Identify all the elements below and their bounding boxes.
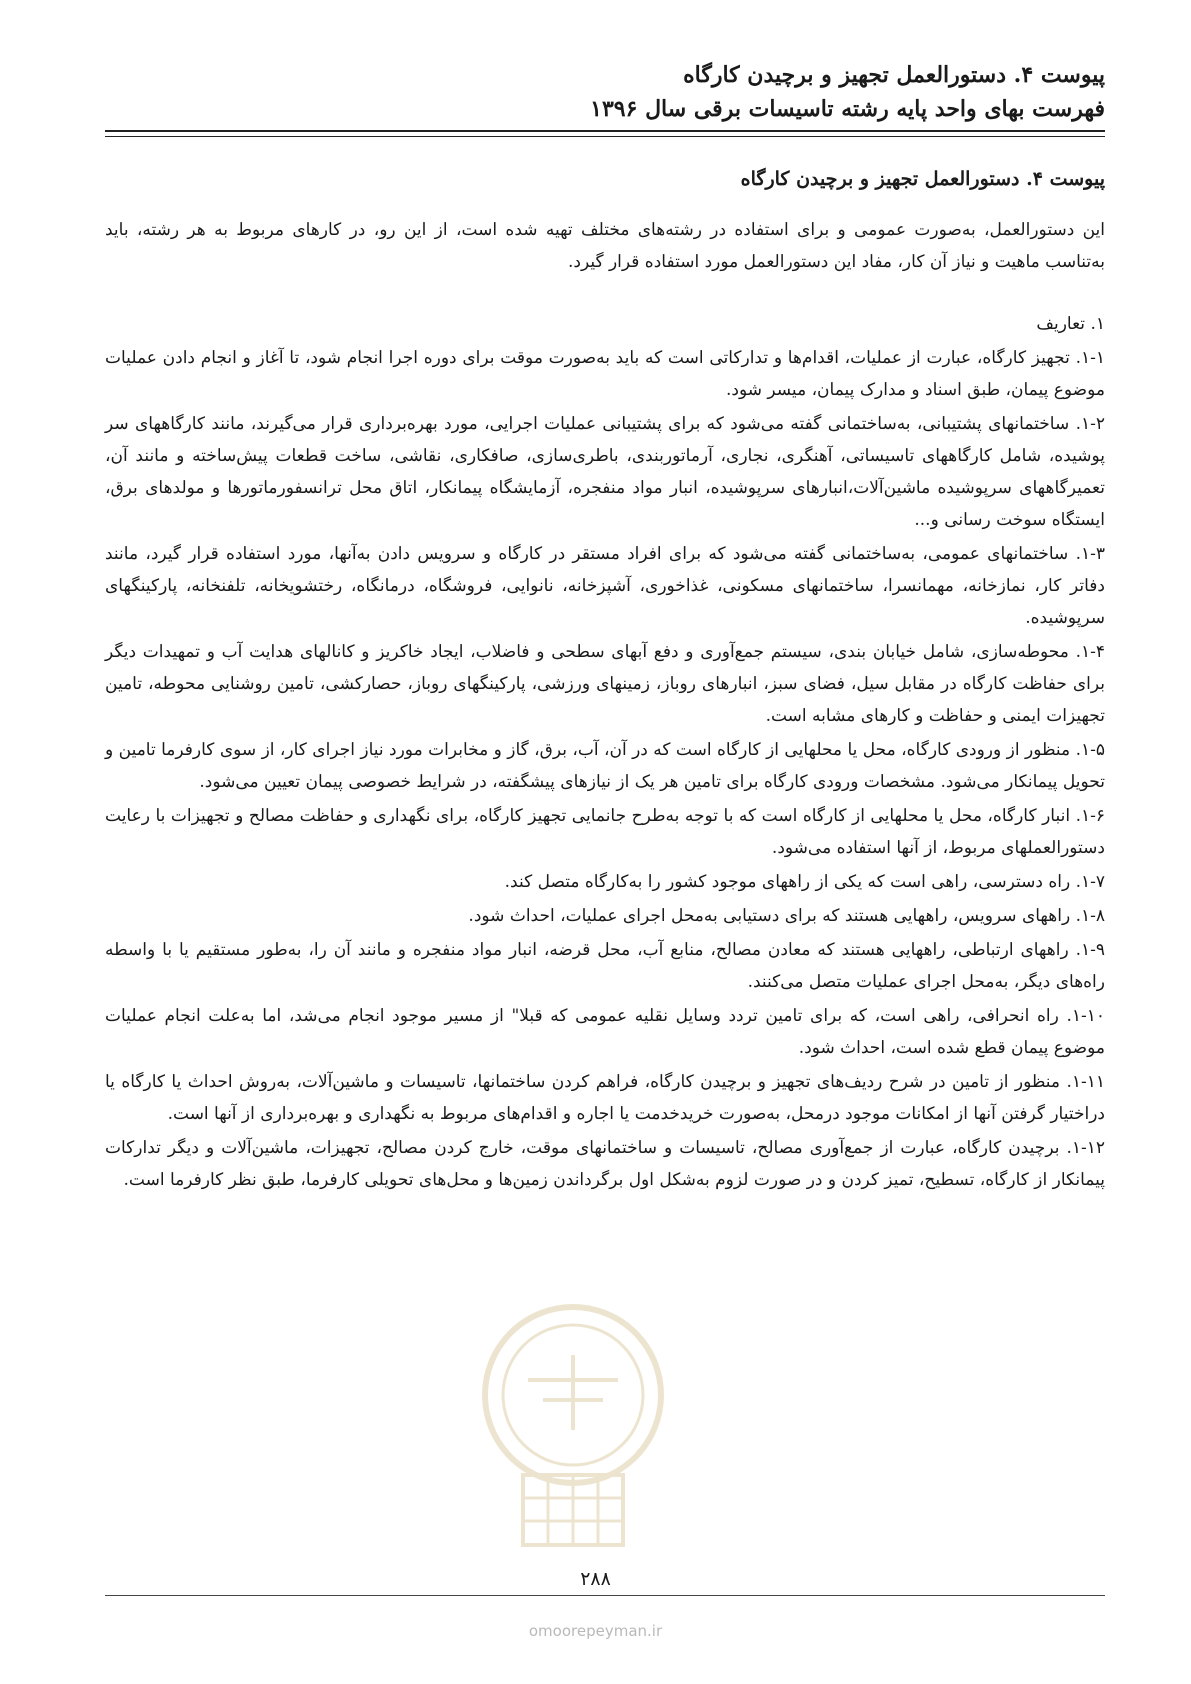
- page-number: ۲۸۸: [580, 1568, 611, 1590]
- definition-item: ۱-۱۱. منظور از تامین در شرح ردیف‌های تجهیز و برچیدن کارگاه، فراهم کردن ساختمانها، تاسیسات و ماشین‌آلات، به‌روش احداث یا کارگاه یا دراختیار گرفتن آنها از امکانات موجود درمحل، به‌صورت خریدخدمت یا اجاره و اقدام‌های مربوط به نگهداری و بهره‌برداری از آنها است.: [105, 1072, 1105, 1124]
- seal-watermark-icon: [468, 1300, 678, 1560]
- header-rule-thick: [105, 130, 1105, 132]
- page-header: [105, 58, 1105, 126]
- footer-rule: [105, 1595, 1105, 1596]
- definition-item: ۱-۹. راههای ارتباطی، راههایی هستند که معادن مصالح، منابع آب، محل قرضه، انبار مواد منفجره و مانند آن را، به‌طور مستقیم یا با واسطه راه‌های دیگر، به‌محل اجرای عملیات متصل می‌کنند.: [105, 940, 1105, 992]
- header-title: پیوست ۴. دستورالعمل تجهیز و برچیدن کارگاه: [683, 62, 1105, 88]
- definition-item: ۱-۳. ساختمانهای عمومی، به‌ساختمانی گفته می‌شود که برای افراد مستقر در کارگاه و سرویس دادن به‌آنها، مورد استفاده قرار گیرد، مانند دفاتر کار، نمازخانه، مهمانسرا، ساختمانهای مسکونی، غذاخوری، آشپزخانه، نانوایی، فروشگاه، درمانگاه، رختشویخانه، تلفنخانه، پارکینگهای سرپوشیده.: [105, 544, 1105, 628]
- page-body: [105, 162, 1105, 1198]
- definition-item: ۱-۴. محوطه‌سازی، شامل خیابان بندی، سیستم جمع‌آوری و دفع آبهای سطحی و فاضلاب، ایجاد خاکریز و کانالهای هدایت آب و تمهیدات دیگر برای حفاظت کارگاه در مقابل سیل، فضای سبز، انبارهای روباز، زمینهای ورزشی، پارکینگهای روباز، حصارکشی، تامین روشنایی محوطه، تامین تجهیزات ایمنی و حفاظت و کارهای مشابه است.: [105, 642, 1105, 726]
- definition-item: ۱-۵. منظور از ورودی کارگاه، محل یا محلهایی از کارگاه است که در آن، آب، برق، گاز و مخابرات مورد نیاز اجرای کار، از سوی کارفرما تامین و تحویل پیمانکار می‌شود. مشخصات ورودی کارگاه برای تامین هر یک از نیازهای پیشگفته، در شرایط خصوصی پیمان تعیین می‌شود.: [105, 740, 1105, 792]
- definition-item: ۱-۱۰. راه انحرافی، راهی است، که برای تامین تردد وسایل نقلیه عمومی که قبلا" از مسیر موجود انجام می‌شد، اما به‌علت انجام عملیات موضوع پیمان قطع شده است، احداث شود.: [105, 1006, 1105, 1058]
- definition-item: ۱-۱. تجهیز کارگاه، عبارت از عملیات، اقدام‌ها و تدارکاتی است که باید به‌صورت موقت برای دوره اجرا انجام شود، تا آغاز و انجام دادن عملیات موضوع پیمان، طبق اسناد و مدارک پیمان، میسر شود.: [105, 348, 1105, 400]
- intro-paragraph: این دستورالعمل، به‌صورت عمومی و برای استفاده در رشته‌های مختلف تهیه شده است، از این رو، در کارهای مربوط به هر رشته، باید به‌تناسب ماهیت و نیاز آن کار، مفاد این دستورالعمل مورد استفاده قرار گیرد.: [105, 220, 1105, 272]
- definition-item: ۱-۱۲. برچیدن کارگاه، عبارت از جمع‌آوری مصالح، تاسیسات و ساختمانهای موقت، خارج کردن مصالح، تجهیزات، ماشین‌آلات و دیگر تدارکات پیمانکار از کارگاه، تسطیح، تمیز کردن و در صورت لزوم به‌شکل اول برگرداندن زمین‌ها و محل‌های تحویلی کارفرما، طبق نظر کارفرما است.: [105, 1138, 1105, 1190]
- definition-item: ۱-۲. ساختمانهای پشتیبانی، به‌ساختمانی گفته می‌شود که برای پشتیبانی عملیات اجرایی، مورد بهره‌برداری قرار می‌گیرند، مانند کارگاههای سر پوشیده، شامل کارگاههای تاسیساتی، آهنگری، نجاری، آرماتوربندی، باطری‌سازی، صافکاری، نقاشی، ساخت قطعات پیش‌ساخته و مانند آن، تعمیرگاههای سرپوشیده ماشین‌آلات،انبارهای سرپوشیده، انبار مواد منفجره، آزمایشگاه پیمانکار، اتاق محل ترانسفورماتورها و مولدهای برق، ایستگاه سوخت رسانی و...: [105, 414, 1105, 530]
- website-watermark: omoorepeyman.ir: [528, 1622, 663, 1640]
- section-title: پیوست ۴. دستورالعمل تجهیز و برچیدن کارگاه: [740, 168, 1105, 190]
- definitions-heading: ۱. تعاریف: [1036, 314, 1105, 334]
- definition-item: ۱-۶. انبار کارگاه، محل یا محلهایی از کارگاه است که با توجه به‌طرح جانمایی تجهیز کارگاه، برای نگهداری و حفاظت مصالح و تجهیزات با رعایت دستورالعملهای مربوط، از آنها استفاده می‌شود.: [105, 806, 1105, 858]
- definition-item: ۱-۸. راههای سرویس، راههایی هستند که برای دستیابی به‌محل اجرای عملیات، احداث شود.: [468, 906, 1105, 926]
- header-subtitle: فهرست بهای واحد پایه رشته تاسیسات برقی سال ۱۳۹۶: [590, 96, 1105, 122]
- definition-item: ۱-۷. راه دسترسی، راهی است که یکی از راههای موجود کشور را به‌کارگاه متصل کند.: [504, 872, 1105, 892]
- header-rule-thin: [105, 136, 1105, 137]
